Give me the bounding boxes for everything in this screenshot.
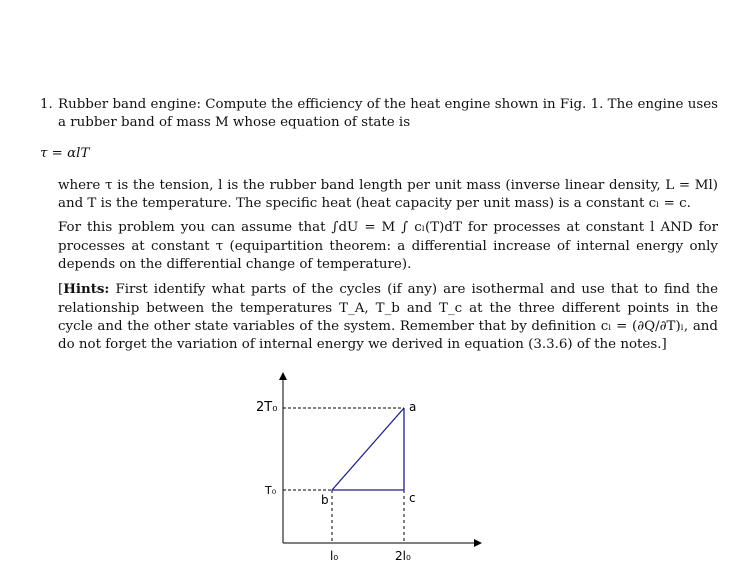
point-b-label: b: [321, 493, 329, 507]
y-tick-2t0: 2T₀: [256, 400, 278, 415]
y-tick-t0: T₀: [265, 484, 277, 497]
definitions-paragraph: where τ is the tension, l is the rubber band length per unit mass (inverse linear density, L = Ml) and T is the temperature. The specific heat (heat capacity per unit mass) is a constant cₗ = c.: [58, 177, 718, 212]
problem-number: 1.: [40, 97, 53, 112]
cycle-b-to-a: [332, 408, 404, 490]
hints-text: First identify what parts of the cycles (if any) are isothermal and use that to find the relationship between the temperatures T_A, T_b and T_c at the three different points in the cycle and the other state variables of the system. Remember that by definition cₗ = (∂Q/∂T)ₗ, and do not forget the variation of internal energy we derived in equation (3.3.6) of the notes.: [58, 282, 718, 353]
problem-intro-text: Rubber band engine: Compute the efficiency of the heat engine shown in Fig. 1. The engine uses a rubber band of mass M whose equation of state is: [58, 97, 718, 131]
point-a-label: a: [409, 400, 417, 414]
equation-of-state: τ = αlT: [40, 145, 90, 161]
x-tick-2l0: 2l₀: [395, 549, 411, 563]
hints-open-bracket: [: [58, 282, 64, 298]
assumption-paragraph: For this problem you can assume that ∫dU = M ∫ cₗ(T)dT for processes at constant l AND for processes at constant τ (equipartition theorem: a differential increase of internal energy only depends on the differential change of temperature).: [58, 220, 718, 273]
hints-label: Hints:: [63, 281, 110, 298]
point-c-label: c: [409, 491, 416, 505]
hints-close-bracket: ]: [661, 337, 667, 353]
x-tick-l0: l₀: [330, 549, 339, 563]
